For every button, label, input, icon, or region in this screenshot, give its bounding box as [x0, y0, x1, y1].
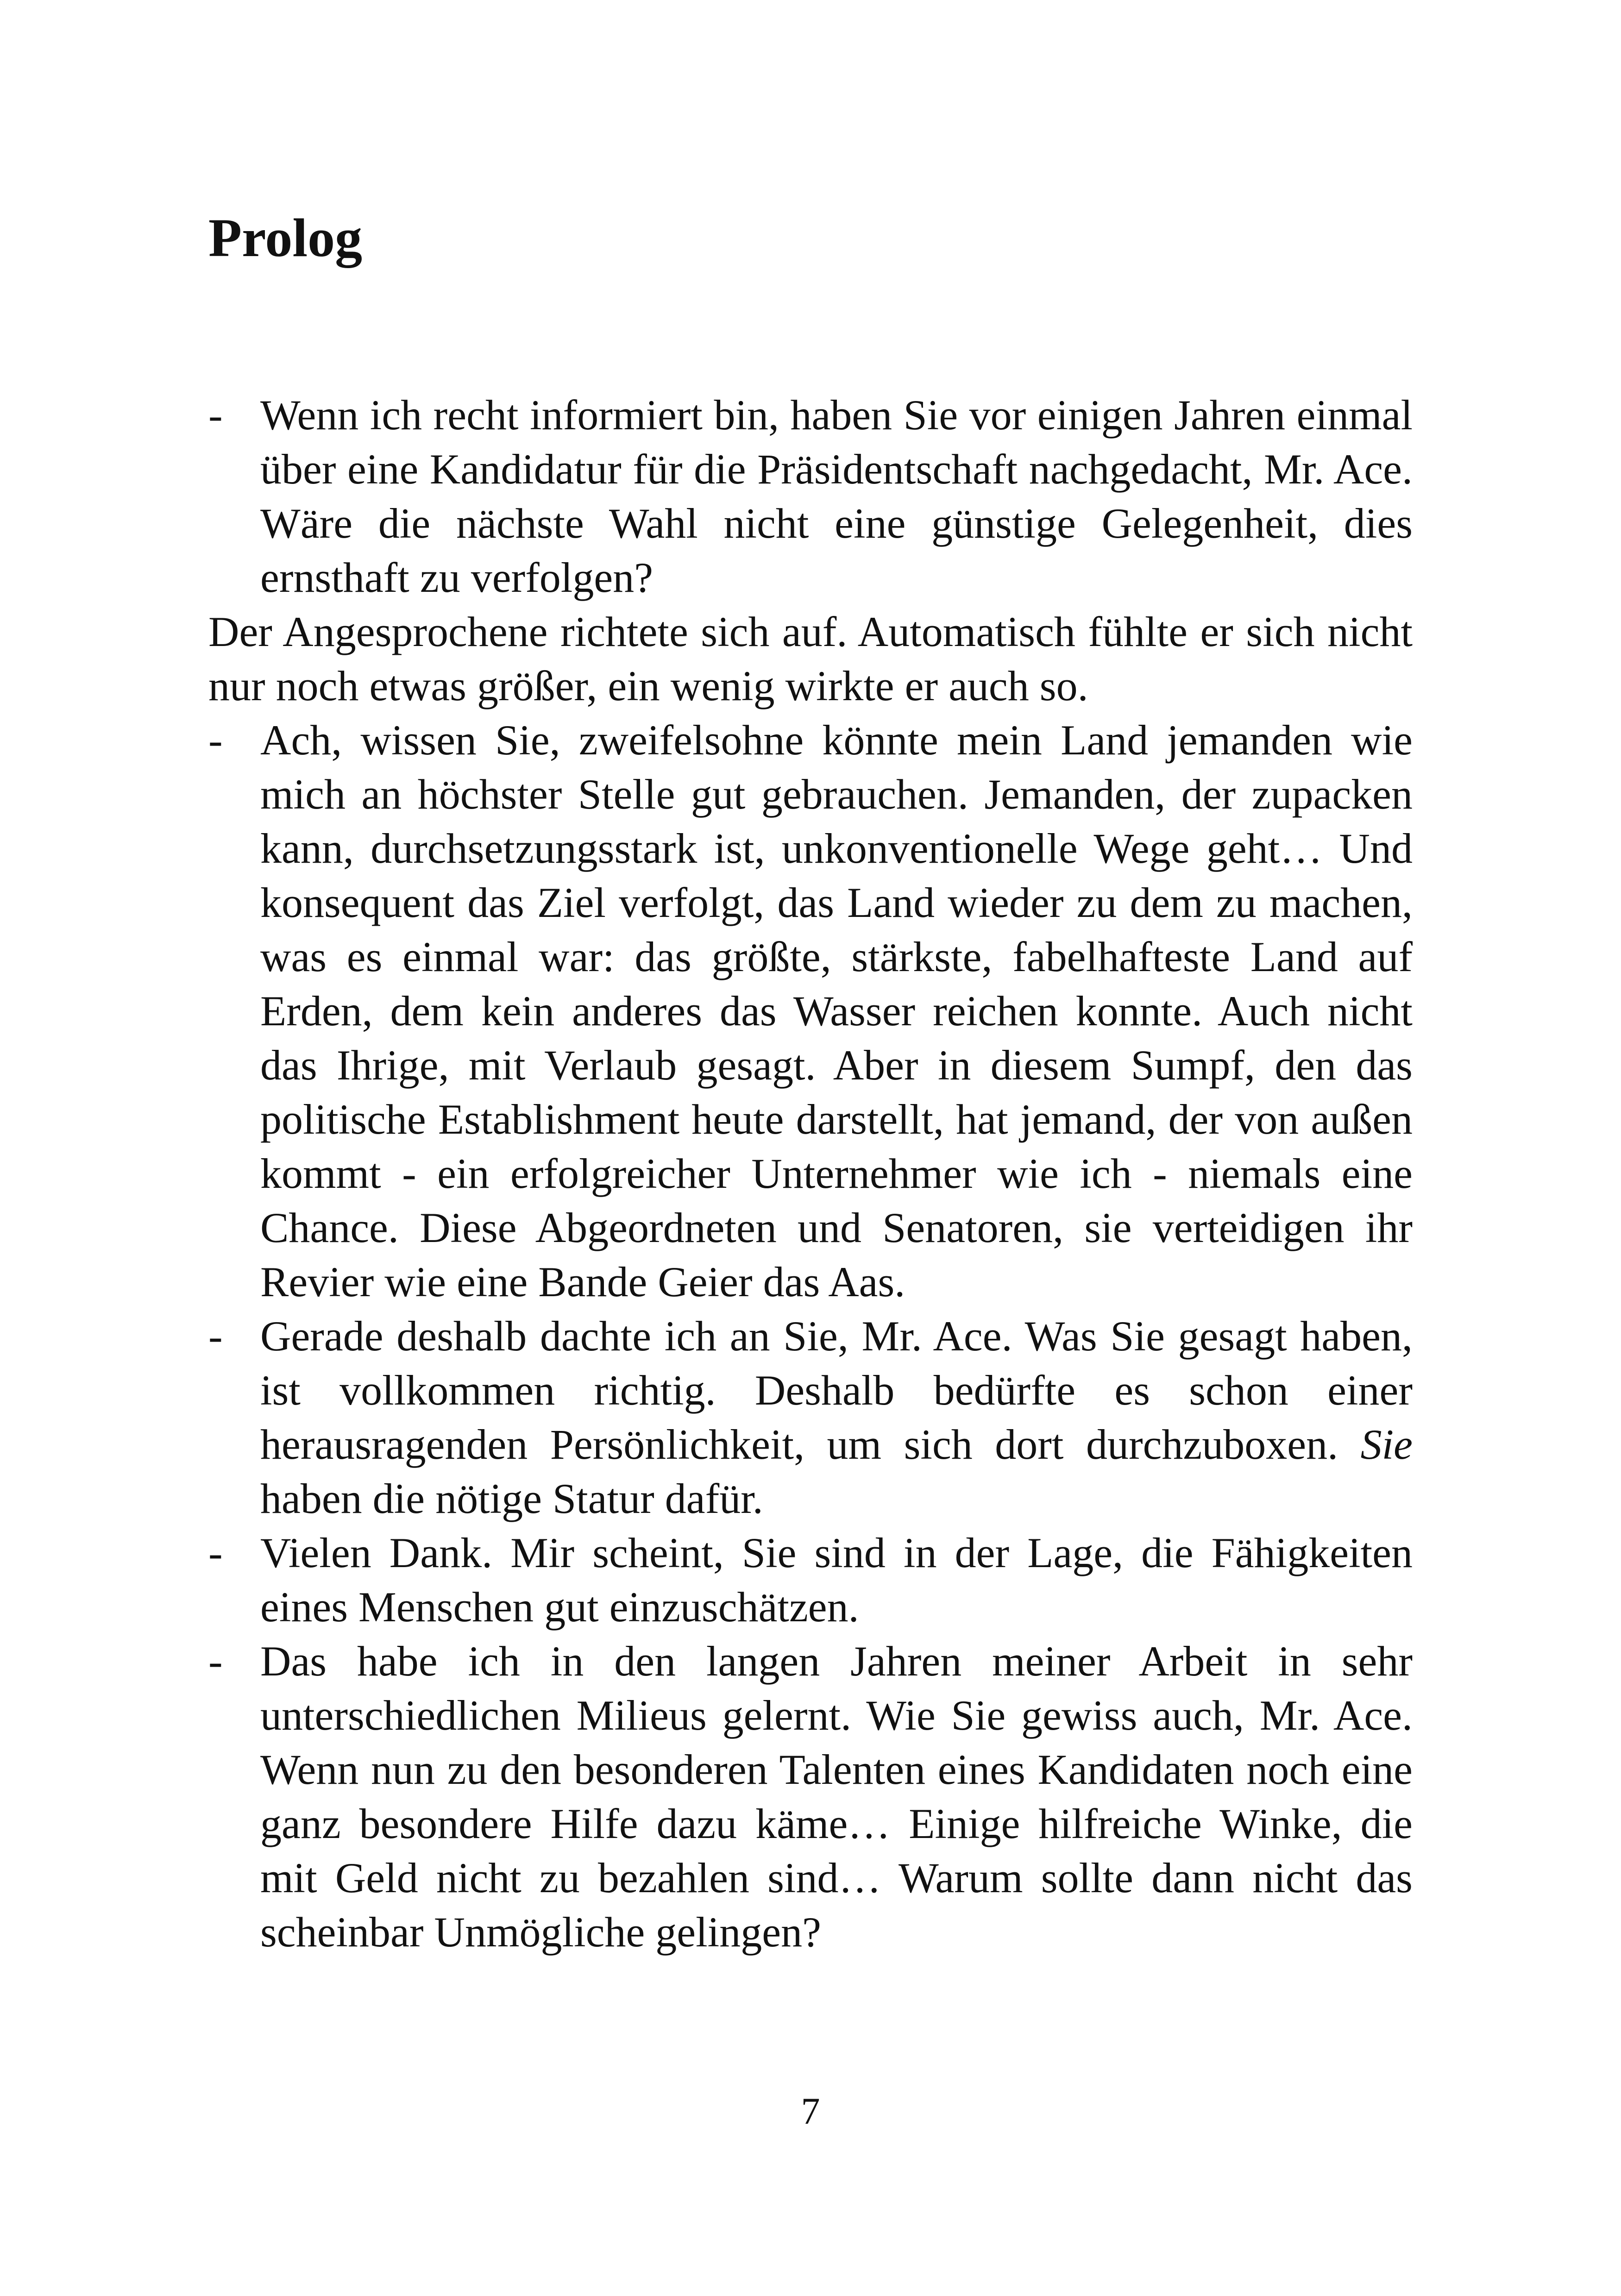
dialogue-text-after: haben die nötige Statur dafür. [260, 1475, 763, 1522]
chapter-title: Prolog [208, 207, 363, 268]
dialogue-dash: - [208, 716, 223, 764]
dialogue-paragraph [208, 1634, 1413, 1959]
dialogue-paragraph [208, 388, 1413, 605]
dialogue-dash: - [208, 1312, 223, 1360]
dialogue-paragraph [208, 713, 1413, 1309]
dialogue-dash: - [208, 1637, 223, 1685]
dialogue-text: Das habe ich in den langen Jahren meiner Arbeit in sehr unterschiedlichen Milieus gelernt. Wie Sie gewiss auch, Mr. Ace. Wenn nun zu den besonderen Talenten eines Kandidaten noch eine ganz besondere Hilfe dazu käme… Einige hilfreiche Winke, die mit Geld nicht zu bezahlen sind… Warum sollte dann nicht das scheinbar Unmögliche gelingen? [260, 1637, 1413, 1956]
dialogue-paragraph [208, 1526, 1413, 1634]
dialogue-text-before: Gerade deshalb dachte ich an Sie, Mr. Ace. Was Sie gesagt haben, ist vollkommen richtig. Deshalb bedürfte es schon einer herausragenden Persönlichkeit, um sich dort durchzuboxen. [260, 1312, 1413, 1468]
dialogue-text-italic: Sie [1360, 1421, 1413, 1468]
chapter-body [208, 388, 1413, 1959]
narration-text: Der Angesprochene richtete sich auf. Automatisch fühlte er sich nicht nur noch etwas größer, ein wenig wirkte er auch so. [208, 608, 1413, 709]
page-number: 7 [801, 2090, 820, 2132]
dialogue-paragraph [208, 1309, 1413, 1526]
narration-paragraph [208, 605, 1413, 713]
dialogue-dash: - [208, 391, 223, 439]
dialogue-text: Wenn ich recht informiert bin, haben Sie vor einigen Jahren einmal über eine Kandidatur für die Präsidentschaft nachgedacht, Mr. Ace. Wäre die nächste Wahl nicht eine günstige Gelegenheit, dies ernsthaft zu verfolgen? [260, 391, 1413, 601]
dialogue-text: Vielen Dank. Mir scheint, Sie sind in der Lage, die Fähigkeiten eines Menschen gut einzuschätzen. [260, 1529, 1413, 1631]
dialogue-text: Ach, wissen Sie, zweifelsohne könnte mein Land jemanden wie mich an höchster Stelle gut gebrauchen. Jemanden, der zupacken kann, durchsetzungsstark ist, unkonventionelle Wege geht… Und konsequent das Ziel verfolgt, das Land wieder zu dem zu machen, was es einmal war: das größte, stärkste, fabelhafteste Land auf Erden, dem kein anderes das Wasser reichen konnte. Auch nicht das Ihrige, mit Verlaub gesagt. Aber in diesem Sumpf, den das politische Establishment heute darstellt, hat jemand, der von außen kommt - ein erfolgreicher Unternehmer wie ich - niemals eine Chance. Diese Abgeordneten und Senatoren, sie verteidigen ihr Revier wie eine Bande Geier das Aas. [260, 716, 1413, 1305]
dialogue-dash: - [208, 1529, 223, 1576]
